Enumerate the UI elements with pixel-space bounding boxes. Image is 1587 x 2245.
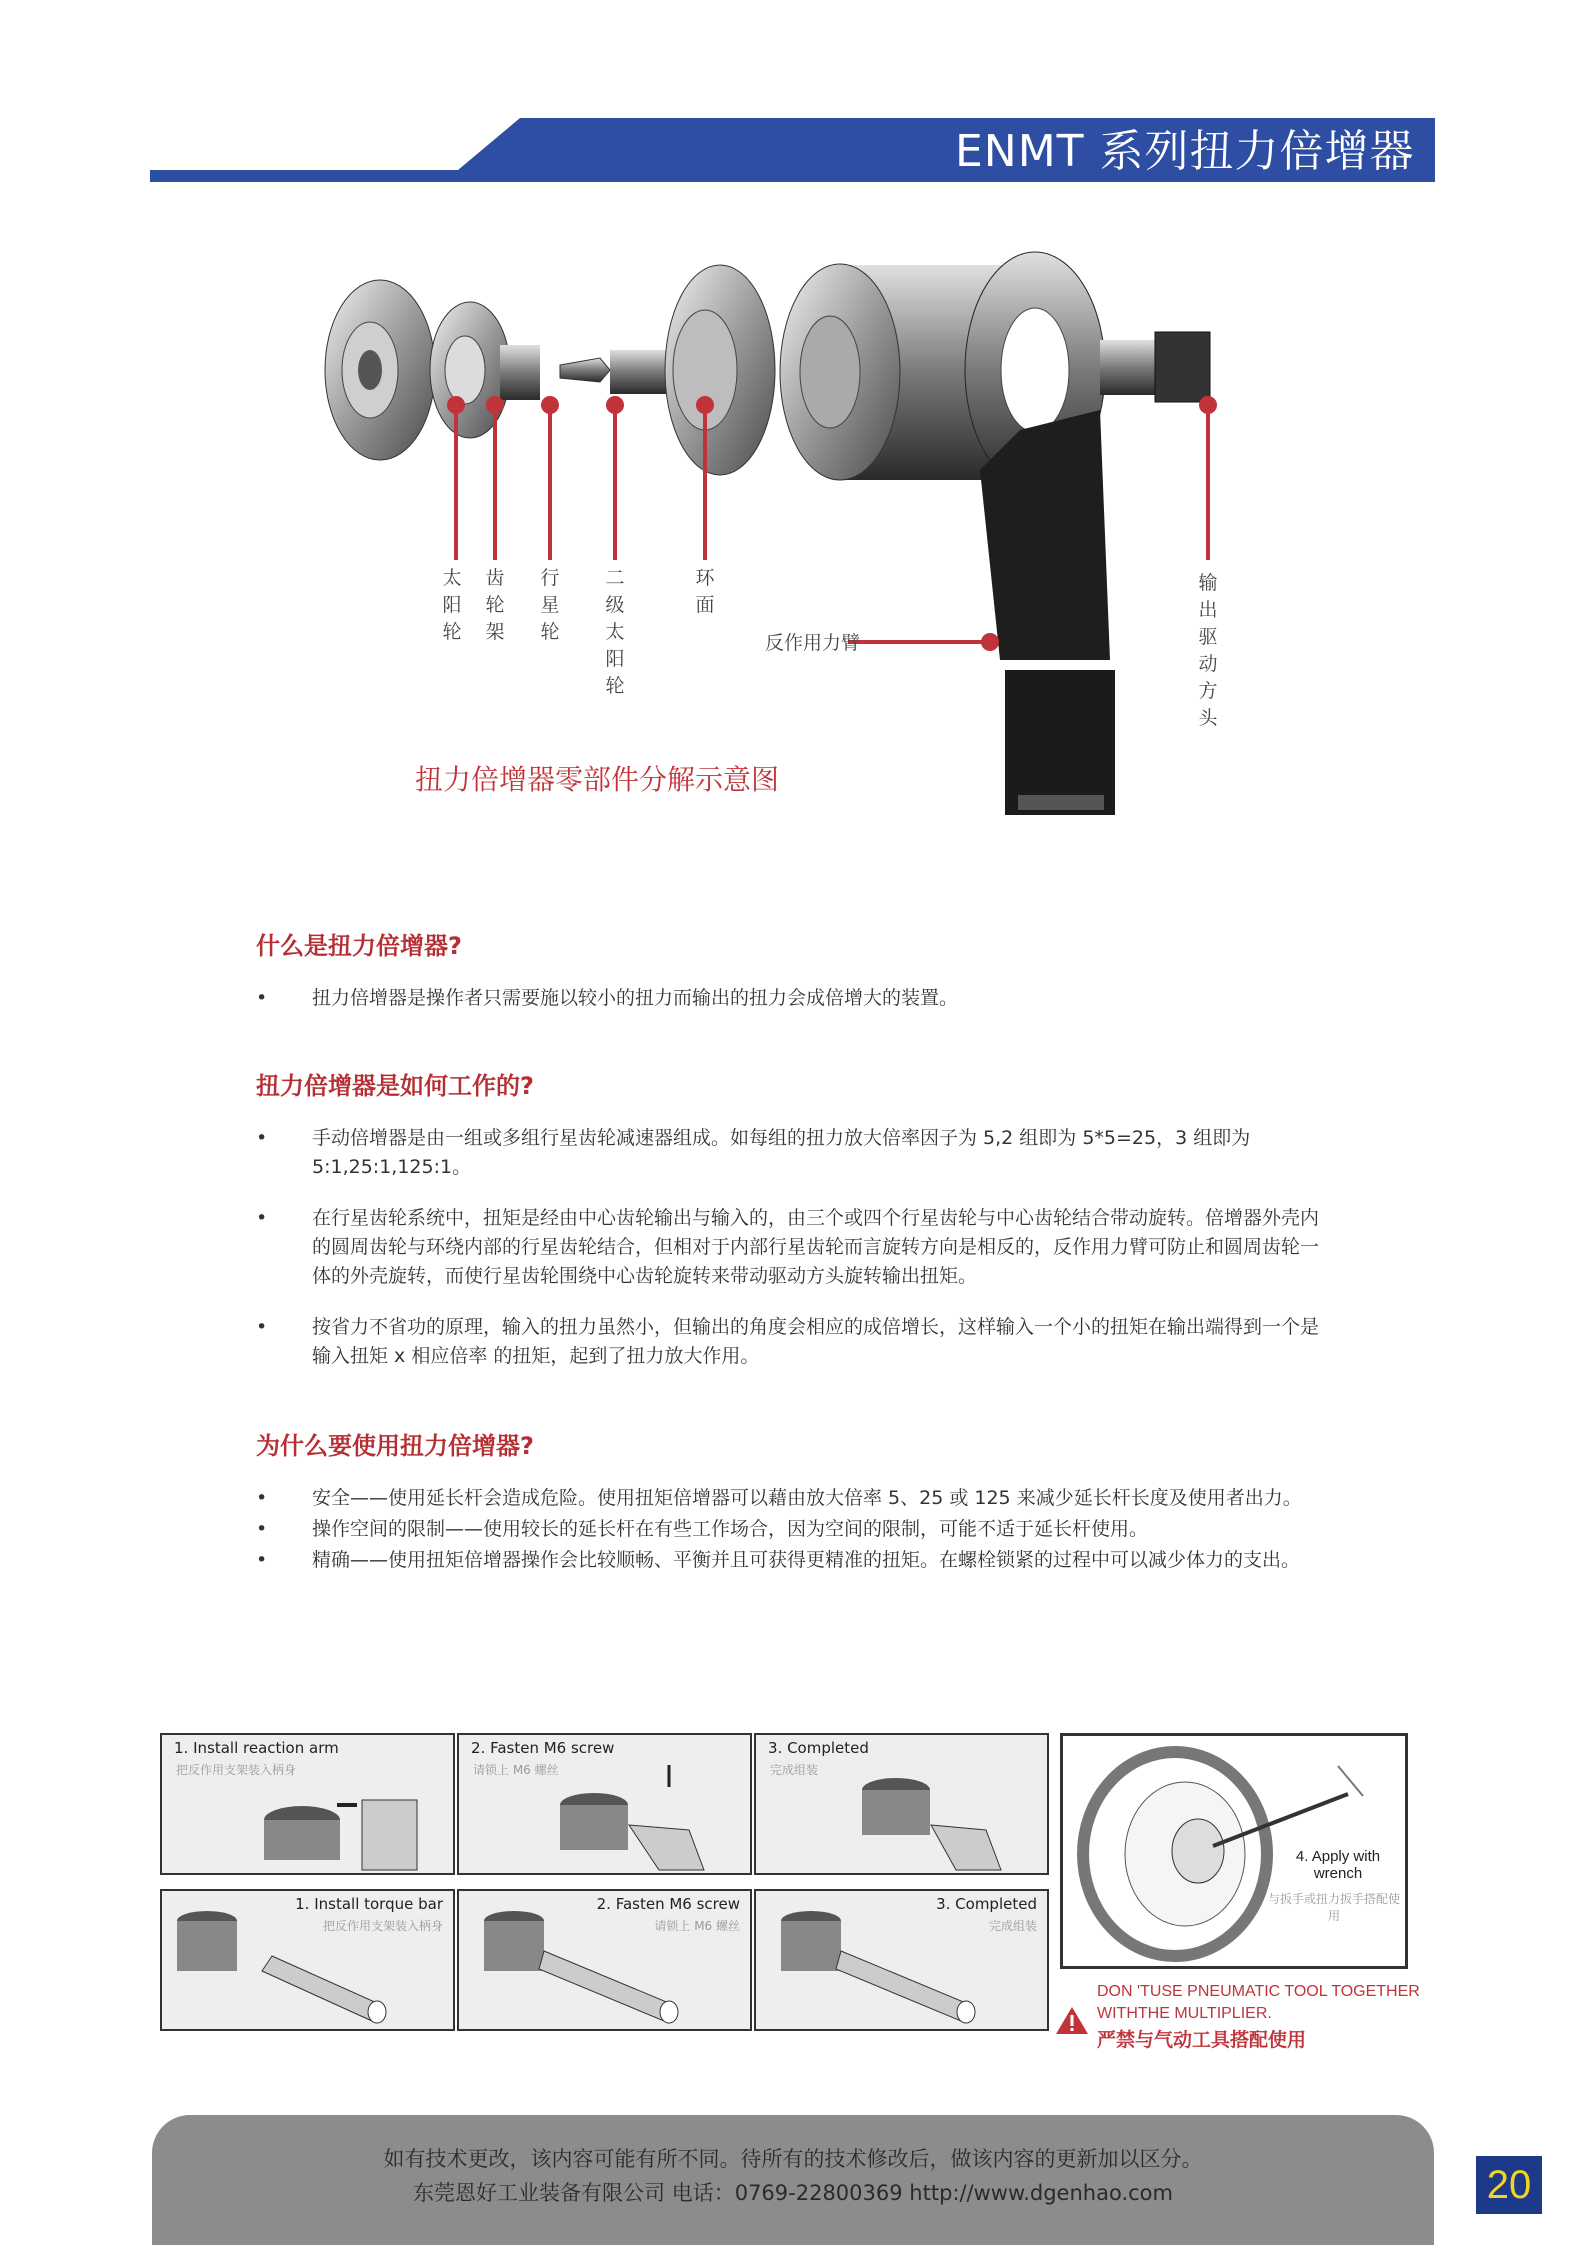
warning-english: DON 'TUSE PNEUMATIC TOOL TOGETHER WITHTHE MULTIPLIER. xyxy=(1097,1983,1420,2022)
warning-chinese: 严禁与气动工具搭配使用 xyxy=(1097,2029,1307,2051)
label-planet-gear: 行星轮 xyxy=(540,567,560,643)
installation-steps xyxy=(160,1733,1460,2053)
label-output-drive: 输出驱动方头 xyxy=(1198,572,1218,729)
step-install-reaction-arm xyxy=(160,1733,455,1875)
page-title: ENMT 系列扭力倍增器 xyxy=(955,126,1415,177)
step-title: 4. Apply with wrench xyxy=(1295,1848,1381,1882)
step-subtitle: 完成组装 xyxy=(988,1919,1037,1933)
sun-gear-part xyxy=(325,280,435,460)
bullet-text: 手动倍增器是由一组或多组行星齿轮减速器组成。如每组的扭力放大倍率因子为 5,2 组即为 5*5=25，3 组即为 5:1,25:1,125:1。 xyxy=(312,1127,1251,1178)
step-title: 2. Fasten M6 screw xyxy=(471,1739,615,1757)
label-reaction-arm: 反作用力臂 xyxy=(765,632,861,654)
step-fasten-screw xyxy=(457,1733,752,1875)
label-carrier: 齿轮架 xyxy=(485,567,505,643)
bullet-text: 在行星齿轮系统中，扭矩是经由中心齿轮输出与输入的，由三个或四个行星齿轮与中心齿轮结合带动旋转。倍增器外壳内的圆周齿轮与环绕内部的行星齿轮结合，但相对于内部行星齿轮而言旋转方向是相反的，反作用力臂可防止和圆周齿轮一体的外壳旋转，而使行星齿轮围绕中心齿轮旋转来带动驱动方头旋转输出扭矩。 xyxy=(312,1207,1320,1287)
footer-contact: 东莞恩好工业装备有限公司 电话：0769-22800369 http://www.dgenhao.com xyxy=(413,2181,1173,2205)
bullet-item: • 手动倍增器是由一组或多组行星齿轮减速器组成。如每组的扭力放大倍率因子为 5,2 组即为 5*5=25，3 组即为 5:1,25:1,125:1。 xyxy=(256,1127,1251,1178)
step-subtitle: 把反作用支架装入柄身 xyxy=(176,1763,297,1777)
bullet-text: 按省力不省功的原理，输入的扭力虽然小，但输出的角度会相应的成倍增长，这样输入一个小的扭矩在输出端得到一个是输入扭矩 x 相应倍率 的扭矩，起到了扭力放大作用。 xyxy=(312,1316,1320,1367)
step-title: 2. Fasten M6 screw xyxy=(596,1895,740,1913)
carrier-part xyxy=(430,302,540,438)
step-subtitle: 请锁上 M6 螺丝 xyxy=(473,1763,559,1777)
bullet-item: • 精确——使用扭矩倍增器操作会比较顺畅、平衡并且可获得更精准的扭矩。在螺栓锁紧的过程中可以减少体力的支出。 xyxy=(256,1549,1301,1571)
step-completed xyxy=(754,1733,1049,1875)
step-title: 3. Completed xyxy=(936,1895,1037,1913)
step-subtitle: 完成组装 xyxy=(770,1763,819,1777)
label-ring-face: 环面 xyxy=(695,567,715,616)
bullet-text: 安全——使用延长杆会造成危险。使用扭矩倍增器可以藉由放大倍率 5、25 或 125 来减少延长杆长度及使用者出力。 xyxy=(312,1487,1302,1509)
diagram-caption: 扭力倍增器零部件分解示意图 xyxy=(415,763,780,796)
section-what-is xyxy=(256,930,1336,1035)
bullet-item: • 在行星齿轮系统中，扭矩是经由中心齿轮输出与输入的，由三个或四个行星齿轮与中心齿轮结合带动旋转。倍增器外壳内的圆周齿轮与环绕内部的行星齿轮结合，但相对于内部行星齿轮而言旋转方向是相反的，反作用力臂可防止和圆周齿轮一体的外壳旋转，而使行星齿轮围绕中心齿轮旋转来带动驱动方头旋转输出扭矩。 xyxy=(256,1207,1320,1287)
label-second-sun-gear: 二级太阳轮 xyxy=(605,567,625,697)
step-fasten-screw-bar xyxy=(457,1889,752,2031)
step-completed-bar xyxy=(754,1889,1049,2031)
bullet-text: 操作空间的限制——使用较长的延长杆在有些工作场合，因为空间的限制，可能不适于延长杆使用。 xyxy=(312,1518,1149,1540)
page-number: 20 xyxy=(1476,2156,1542,2214)
page-footer xyxy=(152,2115,1434,2245)
reaction-arm-part xyxy=(980,410,1115,815)
bullet-item: • 操作空间的限制——使用较长的延长杆在有些工作场合，因为空间的限制，可能不适于延长杆使用。 xyxy=(256,1518,1149,1540)
section-heading: 为什么要使用扭力倍增器? xyxy=(256,1432,534,1460)
label-sun-gear: 太阳轮 xyxy=(442,567,462,643)
step-title: 1. Install torque bar xyxy=(295,1895,443,1913)
section-how-works xyxy=(256,1070,1336,1393)
warning-icon xyxy=(1055,2005,1089,2035)
section-heading: 扭力倍增器是如何工作的? xyxy=(256,1072,534,1100)
bullet-item: • 扭力倍增器是操作者只需要施以较小的扭力而输出的扭力会成倍增大的装置。 xyxy=(256,987,959,1009)
step-subtitle: 请锁上 M6 螺丝 xyxy=(654,1919,740,1933)
bullet-text: 扭力倍增器是操作者只需要施以较小的扭力而输出的扭力会成倍增大的装置。 xyxy=(312,987,959,1009)
step-install-torque-bar xyxy=(160,1889,455,2031)
step-subtitle: 把反作用支架装入柄身 xyxy=(322,1919,443,1933)
section-heading: 什么是扭力倍增器? xyxy=(256,932,462,960)
second-sun-gear-part xyxy=(560,350,670,394)
footer-disclaimer: 如有技术更改，该内容可能有所不同。待所有的技术修改后，做该内容的更新加以区分。 xyxy=(383,2147,1203,2171)
bullet-item: • 按省力不省功的原理，输入的扭力虽然小，但输出的角度会相应的成倍增长，这样输入一个小的扭矩在输出端得到一个是输入扭矩 x 相应倍率 的扭矩，起到了扭力放大作用。 xyxy=(256,1316,1320,1367)
multiplier-parts-illustration xyxy=(300,240,1300,840)
step-title: 3. Completed xyxy=(768,1739,869,1757)
bullet-item: • 安全——使用延长杆会造成危险。使用扭矩倍增器可以藉由放大倍率 5、25 或 125 来减少延长杆长度及使用者出力。 xyxy=(256,1487,1302,1509)
ring-gear-part xyxy=(665,265,775,475)
page-header xyxy=(0,0,1587,200)
section-why-use xyxy=(256,1430,1336,1577)
step-apply-with-wrench xyxy=(1060,1733,1408,1969)
output-drive-part xyxy=(1100,332,1210,402)
step-subtitle: 与扳手或扭力扳手搭配使用 xyxy=(1267,1892,1400,1923)
exploded-diagram xyxy=(300,240,1300,840)
step-title: 1. Install reaction arm xyxy=(174,1739,339,1757)
bullet-text: 精确——使用扭矩倍增器操作会比较顺畅、平衡并且可获得更精准的扭矩。在螺栓锁紧的过程中可以减少体力的支出。 xyxy=(312,1549,1301,1571)
